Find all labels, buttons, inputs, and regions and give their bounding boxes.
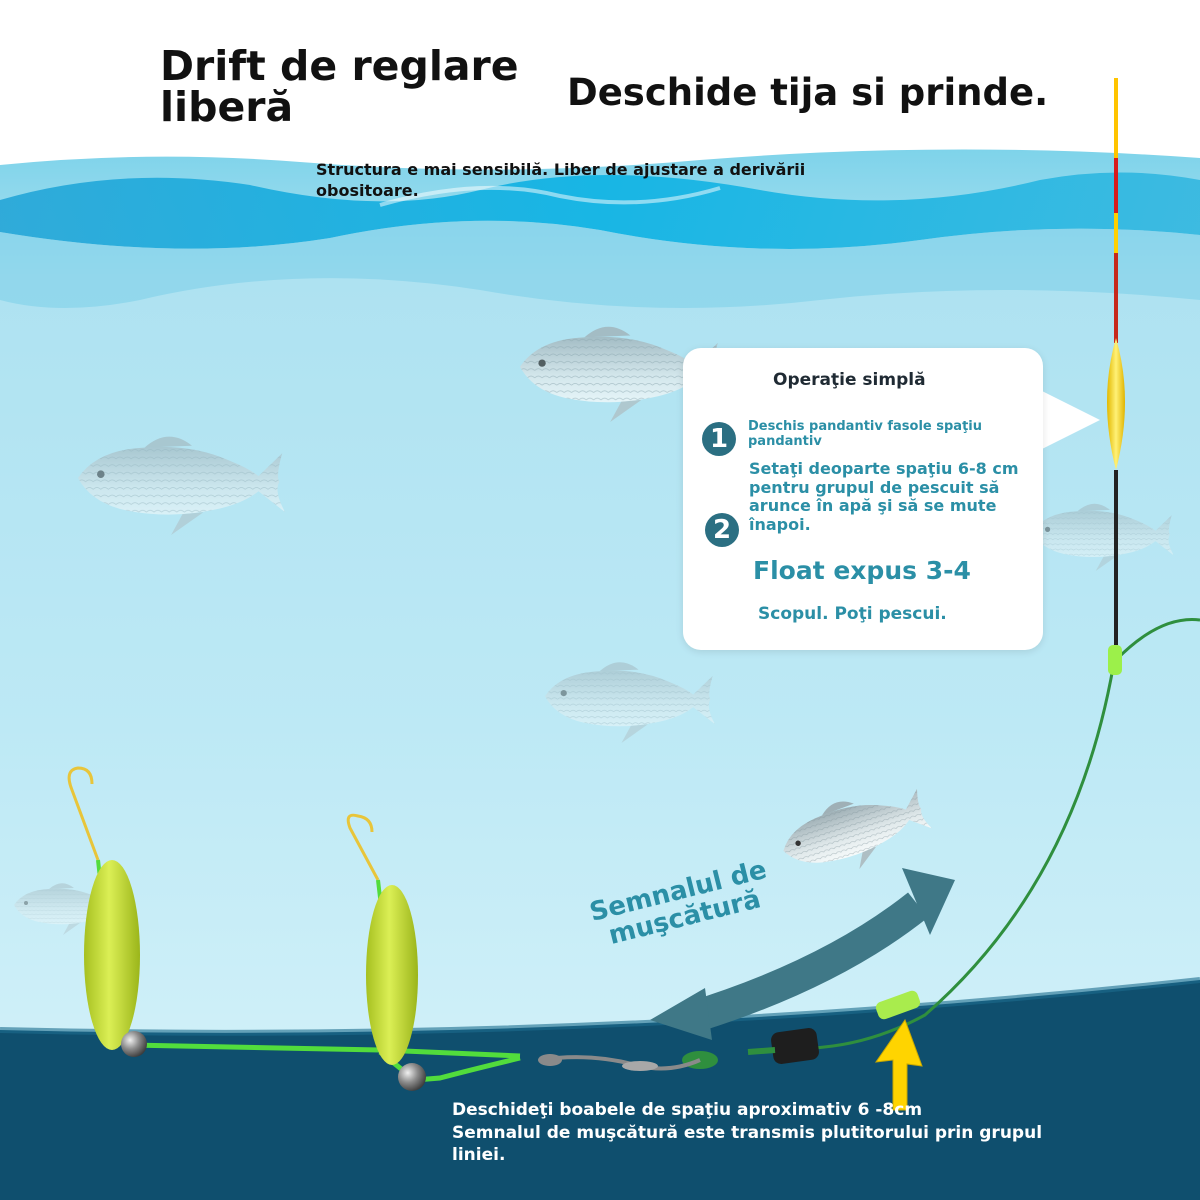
float-exposed-label: Float expus 3-4 bbox=[753, 556, 971, 585]
title-right: Deschide tija si prinde. bbox=[567, 71, 1049, 114]
title-left: Drift de reglare liberă bbox=[160, 42, 519, 131]
step-1-number-icon: 1 bbox=[702, 422, 736, 456]
card-title: Operaţie simplă bbox=[773, 370, 926, 390]
bottom-caption-line-1: Deschideţi boabele de spaţiu aproximativ 6 -8cm bbox=[452, 1100, 923, 1120]
bottom-caption-line-2: Semnalul de muşcătură este transmis plutitorului prin grupul liniei. bbox=[452, 1122, 1043, 1166]
sinker-left bbox=[84, 860, 140, 1050]
bottom-caption bbox=[452, 1099, 1072, 1167]
subtitle: Structura e mai sensibilă. Liber de ajustare a derivării obositoare. bbox=[316, 160, 806, 200]
lead-ball-right bbox=[398, 1063, 426, 1091]
step-2-number-icon: 2 bbox=[705, 513, 739, 547]
sinker-right bbox=[366, 885, 418, 1065]
purpose-label: Scopul. Poţi pescui. bbox=[758, 604, 947, 624]
float-seat bbox=[1108, 645, 1122, 675]
bite-signal-label: Semnalul de muşcătură bbox=[586, 854, 770, 952]
step-2-text: Setaţi deoparte spaţiu 6-8 cm pentru grupul de pescuit să arunce în apă şi să se mute înapoi. bbox=[749, 459, 1019, 534]
lead-ball-left bbox=[121, 1031, 147, 1057]
step-1-text: Deschis pandantiv fasole spaţiu pandantiv bbox=[748, 419, 982, 450]
